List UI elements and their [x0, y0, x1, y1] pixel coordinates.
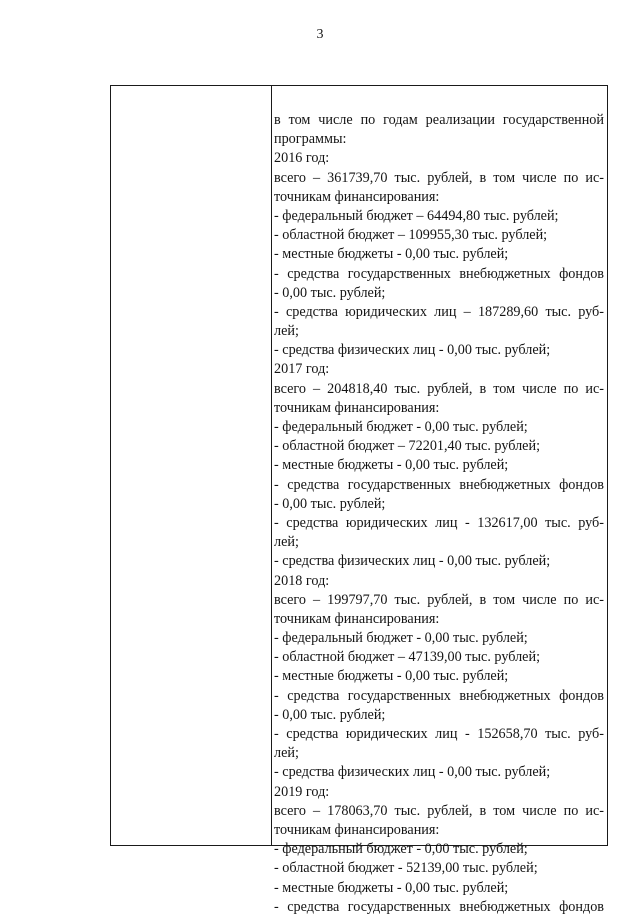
text-line: 2018 год:	[274, 572, 330, 589]
text-line: лей;	[274, 534, 299, 551]
text-line: - средства физических лиц - 0,00 тыс. рублей;	[274, 553, 551, 570]
text-line: точникам финансирования:	[274, 610, 440, 627]
text-line: точникам финансирования:	[274, 821, 440, 838]
text-line: - областной бюджет – 72201,40 тыс. рублей;	[274, 438, 541, 455]
text-line: - областной бюджет – 109955,30 тыс. рублей;	[274, 227, 548, 244]
text-line: - 0,00 тыс. рублей;	[274, 495, 386, 512]
text-line: - местные бюджеты - 0,00 тыс. рублей;	[274, 246, 509, 263]
text-line: 2017 год:	[274, 361, 330, 378]
table-left-cell	[111, 86, 271, 845]
text-line: программы:	[274, 131, 347, 148]
text-line: всего – 361739,70 тыс. рублей, в том числе по ис-	[274, 169, 604, 186]
text-line: всего – 204818,40 тыс. рублей, в том числе по ис-	[274, 380, 604, 397]
text-line: точникам финансирования:	[274, 399, 440, 416]
funding-details-cell	[272, 111, 607, 917]
program-table	[110, 85, 608, 915]
text-line: - средства физических лиц - 0,00 тыс. рублей;	[274, 342, 551, 359]
text-line: - федеральный бюджет - 0,00 тыс. рублей;	[274, 841, 528, 858]
text-line: всего – 199797,70 тыс. рублей, в том числе по ис-	[274, 591, 604, 608]
text-line: - местные бюджеты - 0,00 тыс. рублей;	[274, 879, 509, 896]
text-line: лей;	[274, 323, 299, 340]
text-line: - федеральный бюджет - 0,00 тыс. рублей;	[274, 630, 528, 647]
text-line: - средства юридических лиц - 152658,70 тыс. руб-	[274, 726, 604, 742]
text-line: 2016 год:	[274, 150, 330, 167]
text-line: - средства государственных внебюджетных фондов	[274, 476, 604, 493]
text-line: лей;	[274, 745, 299, 762]
text-line: - федеральный бюджет - 0,00 тыс. рублей;	[274, 419, 528, 435]
text-line: - средства юридических лиц – 187289,60 тыс. руб-	[274, 303, 604, 320]
text-line: - федеральный бюджет – 64494,80 тыс. рублей;	[274, 207, 559, 224]
text-line: точникам финансирования:	[274, 188, 440, 205]
text-line: - областной бюджет - 52139,00 тыс. рублей;	[274, 860, 538, 877]
text-line: 2019 год:	[274, 783, 330, 800]
text-line: - местные бюджеты - 0,00 тыс. рублей;	[274, 668, 509, 685]
text-line: всего – 178063,70 тыс. рублей, в том числе по ис-	[274, 802, 604, 819]
text-line: - средства юридических лиц - 132617,00 тыс. руб-	[274, 514, 604, 531]
text-line: - средства государственных внебюджетных фондов	[274, 687, 604, 704]
text-line: - 0,00 тыс. рублей;	[274, 706, 386, 723]
text-line: - местные бюджеты - 0,00 тыс. рублей;	[274, 457, 509, 474]
text-line: - средства физических лиц - 0,00 тыс. рублей;	[274, 764, 551, 781]
page-number: 3	[316, 27, 324, 42]
text-line: - областной бюджет – 47139,00 тыс. рублей;	[274, 649, 541, 666]
text-line: - 0,00 тыс. рублей;	[274, 284, 386, 301]
text-line: - средства государственных внебюджетных фондов	[274, 265, 604, 282]
text-line: - средства государственных внебюджетных фондов	[274, 898, 604, 915]
text-line: в том числе по годам реализации государственной	[274, 112, 604, 128]
